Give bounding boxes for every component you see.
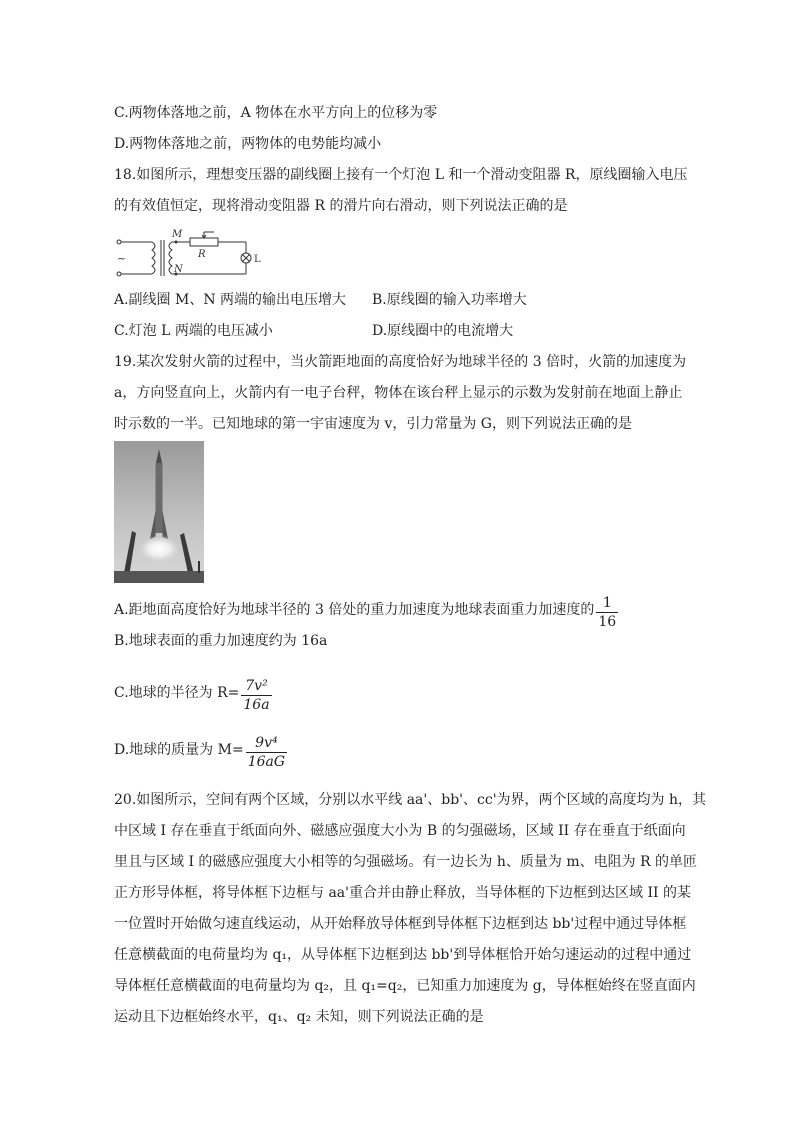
label-n: N [174, 264, 183, 275]
q19-option-a-fraction [596, 594, 618, 631]
q18-option-d: D.原线圈中的电流增大 [372, 323, 514, 339]
label-r: R [198, 249, 206, 260]
q18-option-a: A.副线圈 M、N 两端的输出电压增大 [114, 292, 347, 308]
input-terminal-bottom [117, 272, 121, 276]
resistor-r [190, 238, 218, 246]
q20-line4: 正方形导体框，将导体框下边框与 aa'重合并由静止释放，当导体框的下边框到达区域 II 的某 [114, 885, 691, 901]
q20-line5: 一位置时开始做匀速直线运动，从开始释放导体框到导体框下边框到达 bb'过程中通过导体框 [114, 916, 687, 932]
q19-option-d-fraction [246, 734, 287, 771]
rocket-body [156, 463, 163, 533]
q19-option-b: B.地球表面的重力加速度约为 16a [114, 633, 328, 649]
q19-option-d [114, 734, 287, 771]
q20-line6: 任意横截面的电荷量均为 q₁，从导体框下边框到达 bb'到导体框恰开始匀速运动的过程中通过 [114, 947, 692, 963]
q19-option-c-denominator: 16a [243, 697, 270, 713]
q19-option-c-fraction [241, 677, 271, 714]
q19-option-d-numerator: 9v⁴ [255, 735, 278, 751]
q20-line7: 导体框任意横截面的电荷量均为 q₂，且 q₁=q₂，已知重力加速度为 g，导体框始终在竖直面内 [114, 978, 696, 994]
q18-stem-line1: 18.如图所示，理想变压器的副线圈上接有一个灯泡 L 和一个滑动变阻器 R，原线圈输入电压 [114, 167, 688, 183]
q19-stem-line2: a，方向竖直向上，火箭内有一电子台秤，物体在该台秤上显示的示数为发射前在地面上静止 [114, 385, 683, 401]
rocket-exhaust [137, 535, 181, 563]
q19-option-a [114, 594, 618, 631]
slider-arrow [202, 232, 206, 238]
transformer-circuit-diagram [114, 228, 264, 282]
primary-coil [152, 242, 155, 274]
q20-line3: 里且与区域 I 的磁感应强度大小相等的匀强磁场。有一边长为 h、质量为 m、电阻为 R 的单匝 [114, 854, 698, 870]
label-l: L [254, 254, 261, 265]
q19-option-a-numerator: 1 [602, 595, 612, 611]
q19-stem-line1: 19.某次发射火箭的过程中，当火箭距地面的高度恰好为地球半径的 3 倍时，火箭的加速度为 [114, 354, 687, 370]
q18-stem-line2: 的有效值恒定，现将滑动变阻器 R 的滑片向右滑动，则下列说法正确的是 [114, 198, 568, 214]
q19-stem-line3: 时示数的一半。已知地球的第一宇宙速度为 v，引力常量为 G，则下列说法正确的是 [114, 416, 632, 432]
q19-option-d-text: D.地球的质量为 M= [114, 742, 244, 758]
q19-option-a-denominator: 16 [598, 614, 617, 630]
label-m: M [172, 229, 183, 240]
q18-option-b: B.原线圈的输入功率增大 [372, 292, 527, 308]
node-m [175, 241, 178, 244]
q20-line8: 运动且下边框始终水平，q₁、q₂ 未知，则下列说法正确的是 [114, 1009, 484, 1025]
rocket-launch-photo [114, 441, 204, 583]
q19-option-d-denominator: 16aG [247, 754, 286, 770]
photo-ground [114, 571, 204, 583]
photo-pole [198, 561, 200, 573]
q19-option-a-text: A.距地面高度恰好为地球半径的 3 倍处的重力加速度为地球表面重力加速度的 [114, 602, 595, 618]
q19-option-c [114, 677, 272, 714]
q20-line1: 20.如图所示，空间有两个区域，分别以水平线 aa'、bb'、cc'为界，两个区域的高度均为 h，其 [114, 792, 707, 808]
q18-option-c: C.灯泡 L 两端的电压减小 [114, 323, 273, 339]
q19-option-c-text: C.地球的半径为 R= [114, 685, 240, 701]
q17-option-d: D.两物体落地之前，两物体的电势能均减小 [114, 136, 382, 152]
input-terminal-top [117, 240, 121, 244]
secondary-coil [169, 242, 172, 274]
q20-line2: 中区域 I 存在垂直于纸面向外、磁感应强度大小为 B 的匀强磁场，区域 II 存在垂直于纸面向 [114, 823, 686, 839]
q17-option-c: C.两物体落地之前，A 物体在水平方向上的位移为零 [114, 105, 438, 121]
ac-symbol: ~ [117, 252, 127, 265]
q19-option-c-numerator: 7v² [245, 678, 268, 694]
